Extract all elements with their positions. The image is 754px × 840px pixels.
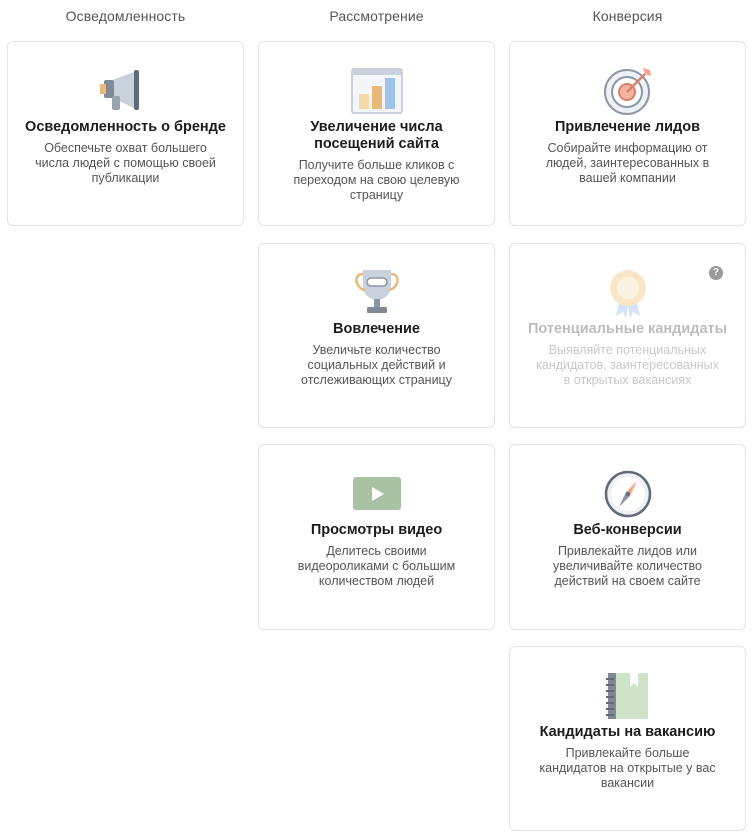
target-icon [600, 66, 656, 116]
objective-card-video-views[interactable] [258, 444, 495, 630]
objective-card-brand-awareness[interactable] [7, 41, 244, 226]
help-icon[interactable]: ? [709, 266, 723, 280]
card-description: Увеличьте количество социальных действий и отслеживающих страницу [301, 343, 452, 387]
card-description: Делитесь своими видеороликами с большим количеством людей [297, 544, 456, 588]
card-title: Потенциальные кандидаты [527, 321, 728, 337]
megaphone-icon [98, 66, 154, 116]
trophy-icon [349, 268, 405, 318]
card-title: Привлечение лидов [555, 119, 700, 135]
objective-card-lead-generation[interactable] [509, 41, 746, 226]
card-title: Осведомленность о бренде [25, 119, 226, 135]
objective-card-job-applicants[interactable] [509, 646, 746, 831]
notebook-icon [600, 671, 656, 721]
objective-card-website-visits[interactable] [258, 41, 495, 226]
compass-icon [600, 469, 656, 519]
card-title: Увеличение числа посещений сайта [310, 119, 443, 152]
objective-card-talent-leads [509, 243, 746, 428]
column-title-awareness: Осведомленность [65, 8, 186, 24]
card-description: Выявляйте потенциальных кандидатов, заинтересованных в открытых вакансиях [536, 343, 719, 387]
card-title: Просмотры видео [310, 522, 443, 538]
column-title-consideration: Рассмотрение [329, 8, 424, 24]
card-title: Кандидаты на вакансию [539, 724, 716, 740]
card-title: Веб-конверсии [573, 522, 682, 538]
card-description: Получите больше кликов с переходом на свою целевую страницу [293, 158, 460, 202]
card-description: Привлекайте лидов или увеличивайте количество действий на своем сайте [553, 544, 702, 588]
card-description: Обеспечьте охват большего числа людей с помощью своей публикации [35, 141, 216, 185]
column-title-conversion: Конверсия [592, 8, 663, 24]
award-ribbon-icon [600, 268, 656, 318]
video-play-icon [349, 469, 405, 519]
card-title: Вовлечение [333, 321, 420, 337]
objective-card-website-conversions[interactable] [509, 444, 746, 630]
objective-card-engagement[interactable] [258, 243, 495, 428]
bar-chart-icon [349, 66, 405, 116]
card-description: Привлекайте больше кандидатов на открытые у вас вакансии [539, 746, 716, 790]
card-description: Собирайте информацию от людей, заинтересованных в вашей компании [545, 141, 710, 185]
